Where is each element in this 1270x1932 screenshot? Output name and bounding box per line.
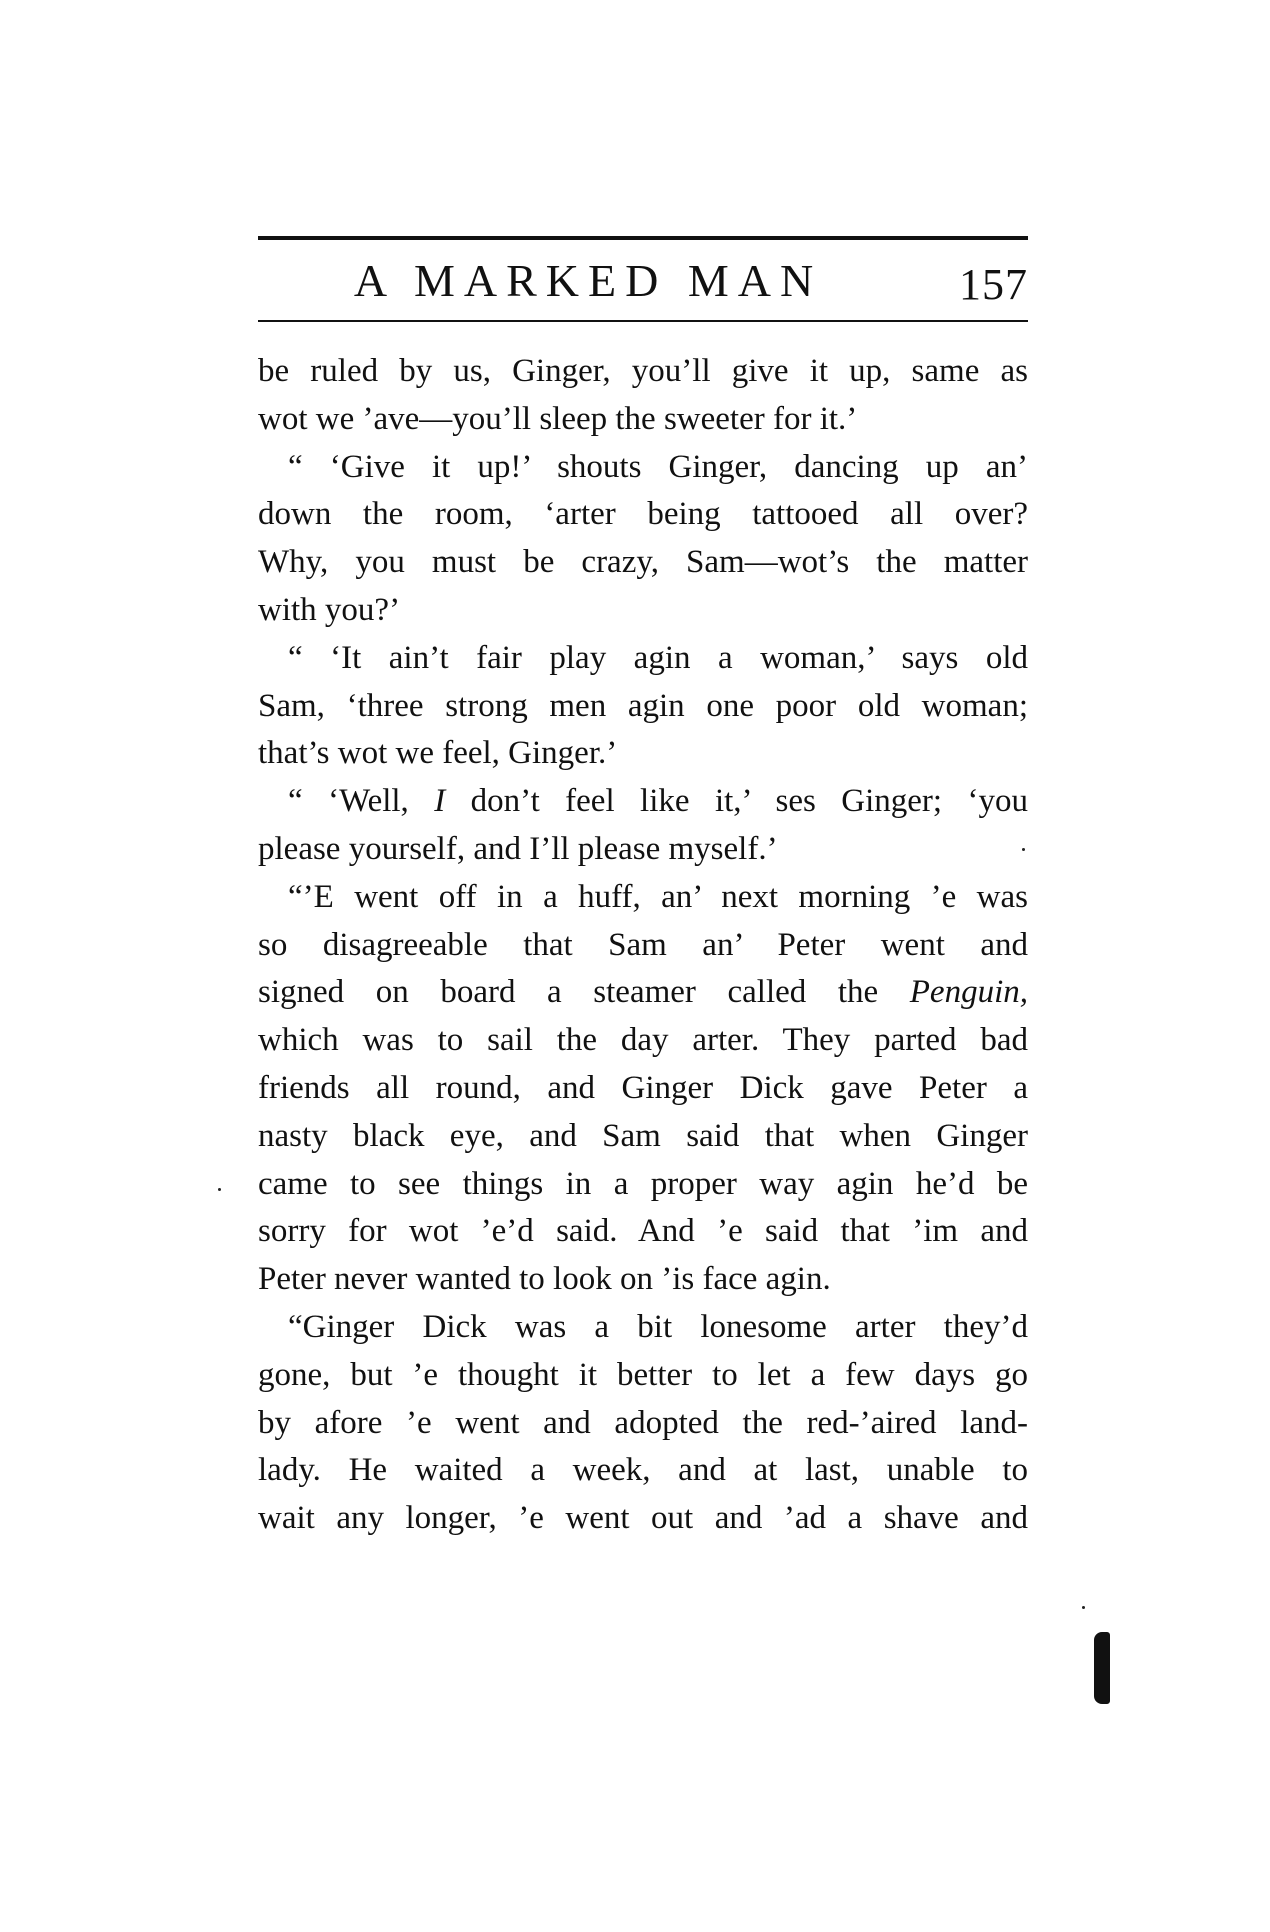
running-title: A MARKED MAN [353, 255, 823, 306]
italic-word: Penguin, [909, 974, 1028, 1011]
text-line: that’s wot we feel, Ginger.’ [258, 735, 618, 772]
text-line: “’E went off in a huff, an’ next morning ’e was [288, 878, 1028, 915]
header-rule-bottom [258, 320, 1028, 322]
text-line: by afore ’e went and adopted the red-’aired land- [258, 1404, 1028, 1441]
running-head [258, 248, 1028, 314]
text-line: “ ‘Well, I don’t feel like it,’ ses Ginger; ‘you [288, 783, 1029, 820]
scan-speck [1082, 1606, 1085, 1609]
text-line: please yourself, and I’ll please myself.’ [258, 830, 778, 867]
text-line: gone, but ’e thought it better to let a few days go [258, 1356, 1028, 1393]
scan-speck [1022, 848, 1025, 851]
text-line: wot we ’ave—you’ll sleep the sweeter for it.’ [258, 400, 858, 437]
text-line: with you?’ [258, 591, 401, 628]
body-text [258, 348, 1028, 1543]
text-line: which was to sail the day arter. They parted bad [258, 1022, 1028, 1059]
page-number: 157 [959, 260, 1028, 309]
scan-speck [218, 1188, 221, 1191]
text-line: lady. He waited a week, and at last, unable to [258, 1452, 1028, 1489]
text-line: signed on board a steamer called the Penguin, [258, 974, 1028, 1011]
text-line: “ ‘Give it up!’ shouts Ginger, dancing up an’ [288, 448, 1028, 485]
text-line: nasty black eye, and Sam said that when Ginger [258, 1117, 1028, 1154]
text-line: Sam, ‘three strong men agin one poor old woman; [258, 687, 1028, 724]
text-line: “ ‘It ain’t fair play agin a woman,’ says old [288, 639, 1028, 676]
text-line: so disagreeable that Sam an’ Peter went and [258, 926, 1028, 963]
text-line: friends all round, and Ginger Dick gave Peter a [258, 1069, 1028, 1106]
text-line: came to see things in a proper way agin he’d be [258, 1165, 1028, 1202]
text-line: “Ginger Dick was a bit lonesome arter they’d [288, 1308, 1028, 1345]
text-line: down the room, ‘arter being tattooed all over? [258, 496, 1028, 533]
text-line: be ruled by us, Ginger, you’ll give it up, same as [258, 353, 1028, 389]
text-line: sorry for wot ’e’d said. And ’e said that ’im and [258, 1213, 1028, 1250]
text-line: Why, you must be crazy, Sam—wot’s the matter [258, 544, 1028, 581]
text-line: Peter never wanted to look on ’is face agin. [258, 1261, 831, 1298]
header-rule-top [258, 236, 1028, 240]
italic-word: I [434, 783, 446, 820]
text-line: wait any longer, ’e went out and ’ad a shave and [258, 1500, 1028, 1537]
page-edge-mark [1094, 1632, 1110, 1704]
